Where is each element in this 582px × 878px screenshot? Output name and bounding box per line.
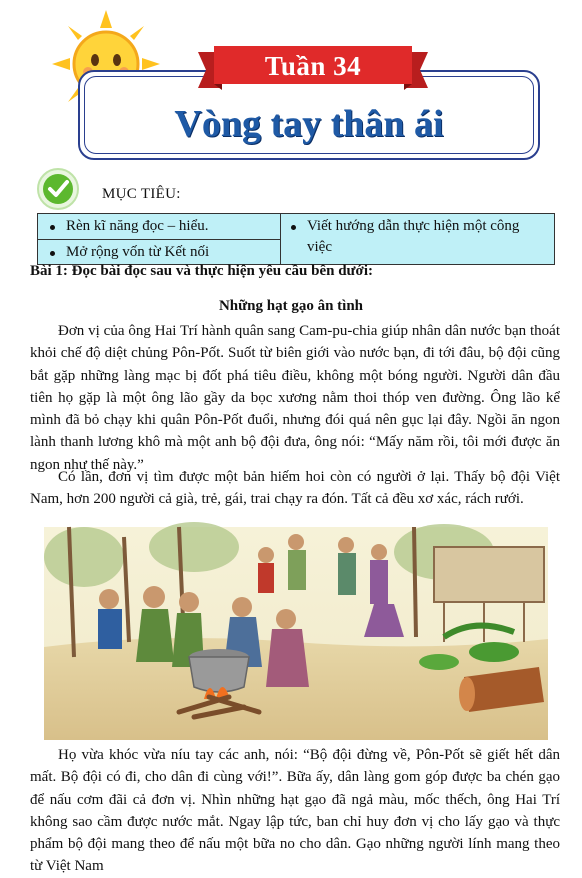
objectives-label: MỤC TIÊU: [102, 186, 181, 202]
week-label: Tuần 34 [264, 51, 362, 81]
story-paragraph: Có lần, đơn vị tìm được một bản hiếm hoi còn có người ở lại. Thấy bộ đội Việt Nam, hơn 200 người cả già, trẻ, gái, trai chạy ra đón. Tất cả đều xơ xác, rách rưới. [30, 469, 560, 508]
story-paragraph: Họ vừa khóc vừa níu tay các anh, nói: “Bộ đội đừng về, Pôn-Pốt sẽ giết hết dân mất. Bộ đội có đi, cho dân đi cùng với!”. Bữa ấy, dân làng gom góp được ba chén gạo để nấu cơm đãi cả đơn vị. Nhìn những hạt gạo đã ngả màu, mốc thếch, ông Hai Trí không sao cầm được nước mắt. Ngay lập tức, ban chỉ huy đơn vị cho lấy gạo và thực phẩm bộ đội mang theo để nấu một bữa no cho dân. Gạo những người lính mang theo từ Việt Nam [30, 747, 560, 875]
exercise-heading: Bài 1: Đọc bài đọc sau và thực hiện yêu cầu bên dưới: [30, 263, 374, 279]
bullet-icon [291, 225, 296, 230]
bullet-icon [50, 225, 55, 230]
story-title: Những hạt gạo ân tình [218, 298, 364, 314]
page-title: Vòng tay thân ái [174, 103, 444, 145]
story-illustration [44, 527, 548, 740]
page-header [0, 0, 582, 170]
story-paragraph: Đơn vị của ông Hai Trí hành quân sang Cam-pu-chia giúp nhân dân nước bạn thoát khỏi chế độ diệt chủng Pôn-Pốt. Suốt từ biên giới vào nước bạn, đi tới đâu, bộ đội cũng bắt gặp những làng mạc bị đốt phá tiêu điều, không một bóng người. Người dân đầu tiên họ gặp là một ông lão gầy da bọc xương nằm thoi thóp ven đường. Ông lão kể mình đã bỏ chạy khi quân Pôn-Pốt đuổi, nhưng đói quá nên gục lại đây. Ngồi ăn ngon lành thanh lương khô mà một anh bộ đội đưa, ông nói: “Mấy năm rồi, tôi mới được ăn ngon như thế này.” [30, 323, 560, 473]
objective-item: Rèn kĩ năng đọc – hiểu. [38, 214, 281, 240]
bullet-icon [50, 251, 55, 256]
check-icon [36, 167, 80, 211]
objective-item: Viết hướng dẫn thực hiện một công việc [281, 214, 555, 265]
objective-item: Mở rộng vốn từ Kết nối [38, 240, 281, 265]
objectives-table [37, 213, 555, 265]
